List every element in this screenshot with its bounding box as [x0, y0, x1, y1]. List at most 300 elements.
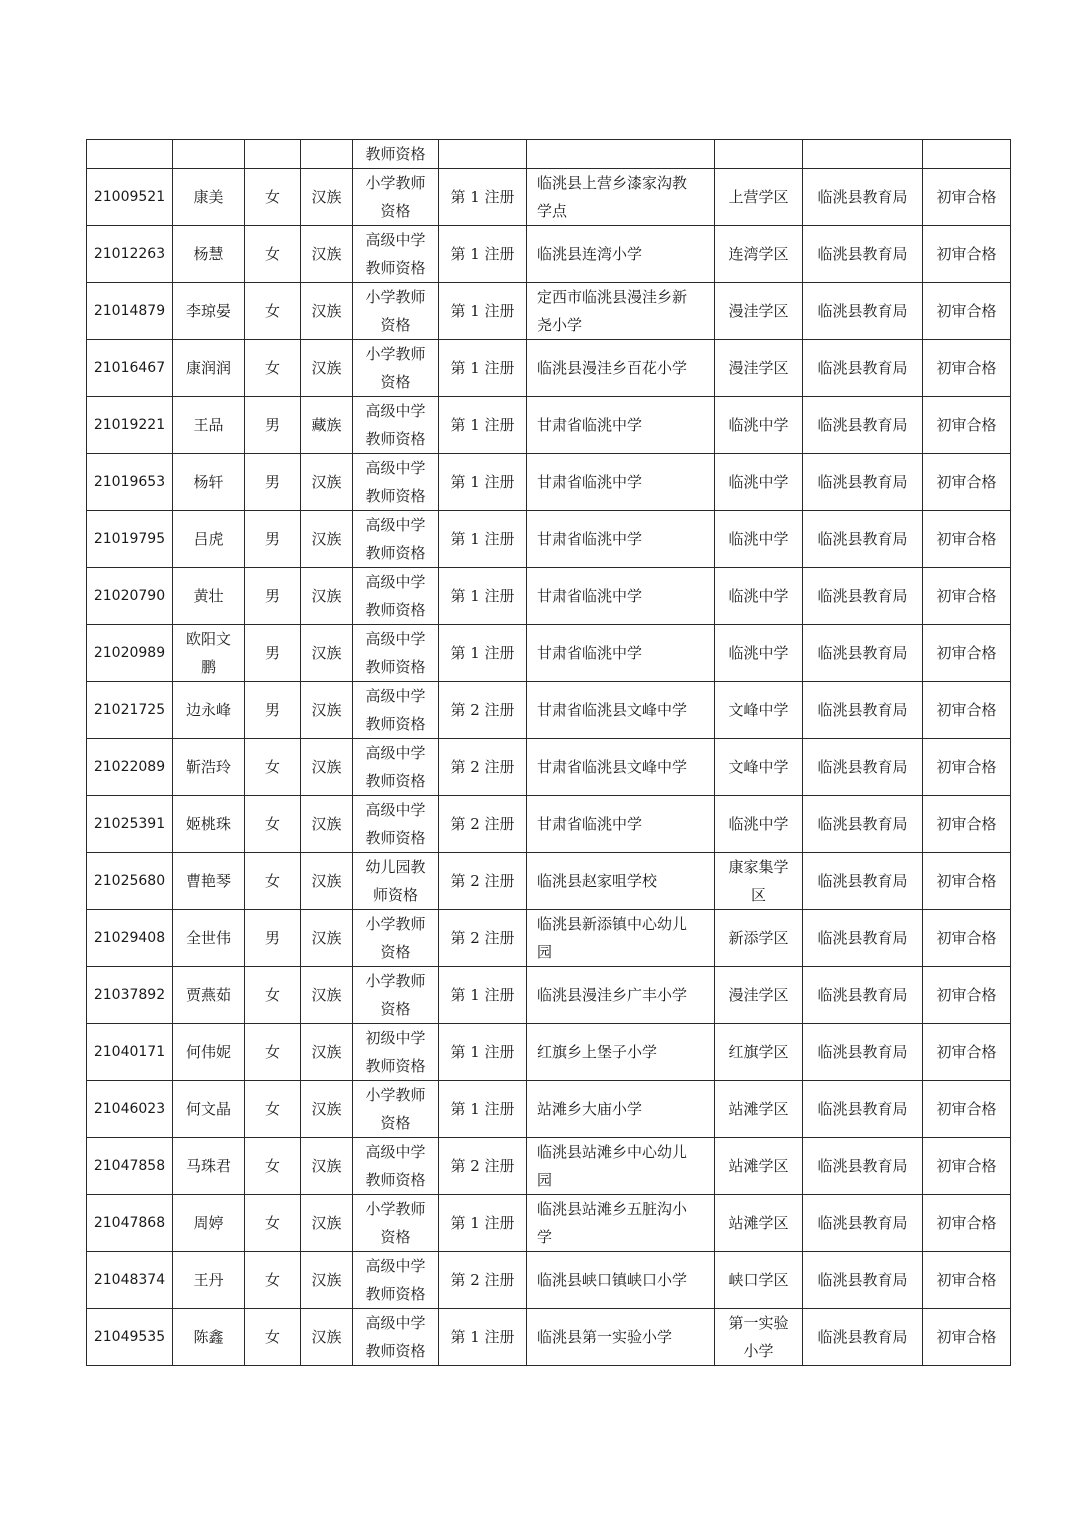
table-row — [87, 1252, 1011, 1309]
cell-cert-type-line: 小学教师 — [365, 915, 426, 933]
cell-id: 21012263 — [87, 226, 173, 283]
cell-district — [715, 397, 803, 454]
cell-id: 21016467 — [87, 340, 173, 397]
cell-name-line: 吕虎 — [193, 530, 224, 548]
cell-ethnicity: 汉族 — [301, 1024, 353, 1081]
table-row — [87, 1024, 1011, 1081]
cell-gender: 女 — [245, 967, 301, 1024]
cell-name-line: 曹艳琴 — [185, 872, 231, 890]
cell-registration: 第 2 注册 — [439, 739, 527, 796]
cell-school-line: 甘肃省临洮中学 — [537, 416, 643, 434]
cell-name — [173, 796, 245, 853]
cell-ethnicity: 汉族 — [301, 340, 353, 397]
cell-district — [715, 1252, 803, 1309]
cell-school — [527, 739, 715, 796]
cell-registration: 第 1 注册 — [439, 169, 527, 226]
cell-school — [527, 340, 715, 397]
cell-cert-type — [353, 796, 439, 853]
cell-result: 初审合格 — [923, 1195, 1011, 1252]
cell-school — [527, 910, 715, 967]
cell-district — [715, 625, 803, 682]
cell-gender: 女 — [245, 1252, 301, 1309]
cell-result: 初审合格 — [923, 568, 1011, 625]
cell-bureau: 临洮县教育局 — [803, 910, 923, 967]
cell-cert-type-line: 高级中学 — [365, 630, 426, 648]
cell-result: 初审合格 — [923, 682, 1011, 739]
cell-school-line: 临洮县漫洼乡百花小学 — [537, 359, 688, 377]
cell-empty — [527, 140, 715, 169]
cell-cert-type — [353, 1081, 439, 1138]
table-row — [87, 853, 1011, 910]
cell-district — [715, 739, 803, 796]
cell-name-line: 边永峰 — [185, 701, 231, 719]
cell-registration: 第 1 注册 — [439, 1024, 527, 1081]
cell-cert-type-line: 高级中学 — [365, 687, 426, 705]
cell-id: 21014879 — [87, 283, 173, 340]
cell-registration: 第 2 注册 — [439, 682, 527, 739]
cell-id: 21021725 — [87, 682, 173, 739]
cell-gender: 男 — [245, 682, 301, 739]
cell-id: 21049535 — [87, 1309, 173, 1366]
cell-result: 初审合格 — [923, 340, 1011, 397]
cell-cert-type-line: 高级中学 — [365, 402, 426, 420]
cell-gender: 男 — [245, 625, 301, 682]
cell-cert-type — [353, 625, 439, 682]
cell-school-line: 临洮县连湾小学 — [537, 245, 643, 263]
cell-name — [173, 739, 245, 796]
cell-cert-type-line: 高级中学 — [365, 231, 426, 249]
cell-gender: 女 — [245, 340, 301, 397]
cell-school — [527, 397, 715, 454]
cell-bureau: 临洮县教育局 — [803, 682, 923, 739]
cell-gender: 男 — [245, 454, 301, 511]
cell-district-line: 文峰中学 — [728, 758, 789, 776]
cell-cert-type-line: 小学教师 — [365, 972, 426, 990]
cell-school-line: 甘肃省临洮中学 — [537, 587, 643, 605]
cell-id: 21047858 — [87, 1138, 173, 1195]
cell-ethnicity: 汉族 — [301, 796, 353, 853]
cell-school — [527, 169, 715, 226]
cell-ethnicity: 汉族 — [301, 1309, 353, 1366]
cell-bureau: 临洮县教育局 — [803, 454, 923, 511]
cell-school-line: 甘肃省临洮中学 — [537, 473, 643, 491]
cell-result: 初审合格 — [923, 169, 1011, 226]
cell-district-line: 站滩学区 — [728, 1214, 789, 1232]
cell-name-line: 欧阳文 — [185, 630, 231, 648]
cell-cert-type-line: 教师资格 — [365, 1285, 426, 1303]
cell-cert-type-line: 教师资格 — [365, 259, 426, 277]
cell-school-line: 甘肃省临洮县文峰中学 — [537, 701, 688, 719]
table-row — [87, 511, 1011, 568]
cell-cert-type-line: 教师资格 — [365, 772, 426, 790]
cell-result: 初审合格 — [923, 1024, 1011, 1081]
cell-result: 初审合格 — [923, 454, 1011, 511]
cell-result: 初审合格 — [923, 1309, 1011, 1366]
cell-gender: 女 — [245, 739, 301, 796]
cell-school — [527, 625, 715, 682]
cell-cert-type-line: 高级中学 — [365, 516, 426, 534]
cell-bureau: 临洮县教育局 — [803, 625, 923, 682]
cell-school — [527, 1024, 715, 1081]
cell-cert-type-line: 教师资格 — [365, 829, 426, 847]
cell-cert-type-line: 小学教师 — [365, 174, 426, 192]
cell-registration: 第 1 注册 — [439, 283, 527, 340]
cell-gender: 女 — [245, 169, 301, 226]
cell-cert-type-line: 教师资格 — [365, 1057, 426, 1075]
cell-school — [527, 796, 715, 853]
cell-bureau: 临洮县教育局 — [803, 1081, 923, 1138]
cell-ethnicity: 汉族 — [301, 568, 353, 625]
table-row — [87, 340, 1011, 397]
table-row — [87, 796, 1011, 853]
cell-name-line: 康润润 — [185, 359, 231, 377]
cell-cert-type — [353, 397, 439, 454]
cell-bureau: 临洮县教育局 — [803, 340, 923, 397]
cell-cert-type-line: 高级中学 — [365, 1314, 426, 1332]
cell-result: 初审合格 — [923, 796, 1011, 853]
cell-cert-type-line: 高级中学 — [365, 1143, 426, 1161]
cell-result: 初审合格 — [923, 910, 1011, 967]
cell-ethnicity: 汉族 — [301, 682, 353, 739]
cell-cert-type — [353, 283, 439, 340]
cell-cert-type-line: 小学教师 — [365, 1086, 426, 1104]
cell-school — [527, 283, 715, 340]
cell-district-line: 区 — [750, 886, 766, 904]
cell-result: 初审合格 — [923, 283, 1011, 340]
cell-school — [527, 1081, 715, 1138]
cell-cert-type-line: 教师资格 — [365, 601, 426, 619]
cell-registration: 第 1 注册 — [439, 1309, 527, 1366]
cell-district-line: 漫洼学区 — [728, 302, 789, 320]
cell-cert-type-line: 高级中学 — [365, 1257, 426, 1275]
cell-district-line: 文峰中学 — [728, 701, 789, 719]
cell-district — [715, 1024, 803, 1081]
cell-district-line: 漫洼学区 — [728, 359, 789, 377]
cell-school-line: 甘肃省临洮县文峰中学 — [537, 758, 688, 776]
cell-school-line: 临洮县新添镇中心幼儿 — [537, 915, 688, 933]
cell-bureau: 临洮县教育局 — [803, 1138, 923, 1195]
registration-table — [86, 139, 1011, 1366]
cell-school — [527, 1195, 715, 1252]
cell-district-line: 第一实验 — [728, 1314, 789, 1332]
cell-gender: 女 — [245, 796, 301, 853]
cell-ethnicity: 汉族 — [301, 1138, 353, 1195]
cell-gender: 男 — [245, 511, 301, 568]
cell-cert-type-line: 高级中学 — [365, 801, 426, 819]
cell-district — [715, 511, 803, 568]
cell-gender: 男 — [245, 568, 301, 625]
cell-cert-type-line: 教师资格 — [365, 544, 426, 562]
cell-school-line: 站滩乡大庙小学 — [537, 1100, 643, 1118]
cell-ethnicity: 藏族 — [301, 397, 353, 454]
cell-school — [527, 1252, 715, 1309]
cell-cert-type-line: 初级中学 — [365, 1029, 426, 1047]
cell-ethnicity: 汉族 — [301, 625, 353, 682]
cell-cert-type — [353, 226, 439, 283]
cell-cert-type-line: 教师资格 — [365, 430, 426, 448]
cell-gender: 女 — [245, 853, 301, 910]
cell-name — [173, 853, 245, 910]
cell-school-line: 红旗乡上堡子小学 — [537, 1043, 658, 1061]
table-row — [87, 910, 1011, 967]
table-row — [87, 226, 1011, 283]
cell-district — [715, 1081, 803, 1138]
cell-school-line: 临洮县赵家咀学校 — [537, 872, 658, 890]
cell-name-line: 马珠君 — [185, 1157, 231, 1175]
cell-cert-type — [353, 967, 439, 1024]
cell-id: 21037892 — [87, 967, 173, 1024]
cell-district-line: 临洮中学 — [728, 587, 789, 605]
cell-ethnicity: 汉族 — [301, 169, 353, 226]
cell-district — [715, 682, 803, 739]
cell-district-line: 临洮中学 — [728, 416, 789, 434]
cell-empty — [439, 140, 527, 169]
cell-name — [173, 967, 245, 1024]
cell-id: 21046023 — [87, 1081, 173, 1138]
cell-cert-type-line: 教师资格 — [365, 658, 426, 676]
cell-name — [173, 1081, 245, 1138]
cell-registration: 第 1 注册 — [439, 511, 527, 568]
cell-registration: 第 1 注册 — [439, 625, 527, 682]
cell-name-line: 李琼晏 — [185, 302, 231, 320]
cell-id: 21019653 — [87, 454, 173, 511]
cell-result: 初审合格 — [923, 1138, 1011, 1195]
cell-cert-type-line: 资格 — [380, 943, 411, 961]
cell-ethnicity: 汉族 — [301, 739, 353, 796]
cell-name-line: 鹏 — [200, 658, 216, 676]
cell-cert-type — [353, 1024, 439, 1081]
cell-ethnicity: 汉族 — [301, 511, 353, 568]
cell-name-line: 杨慧 — [193, 245, 224, 263]
cell-gender: 男 — [245, 910, 301, 967]
cell-registration: 第 2 注册 — [439, 853, 527, 910]
cell-gender: 女 — [245, 1024, 301, 1081]
cell-school-line: 临洮县上营乡漆家沟教 — [537, 174, 688, 192]
cell-cert-type — [353, 1252, 439, 1309]
table-row — [87, 739, 1011, 796]
cell-school-line: 尧小学 — [537, 316, 583, 334]
cell-school — [527, 967, 715, 1024]
cell-result: 初审合格 — [923, 739, 1011, 796]
cell-district — [715, 1309, 803, 1366]
cell-bureau: 临洮县教育局 — [803, 853, 923, 910]
table-row — [87, 1195, 1011, 1252]
table-row — [87, 967, 1011, 1024]
cell-district-line: 康家集学 — [728, 858, 789, 876]
cell-bureau: 临洮县教育局 — [803, 1252, 923, 1309]
cell-empty — [301, 140, 353, 169]
cell-result: 初审合格 — [923, 511, 1011, 568]
cell-district-line: 红旗学区 — [728, 1043, 789, 1061]
cell-name — [173, 454, 245, 511]
cell-bureau: 临洮县教育局 — [803, 1309, 923, 1366]
cell-cert-type-line: 教师资格 — [365, 715, 426, 733]
cell-name-line: 靳浩玲 — [185, 758, 231, 776]
cell-school — [527, 226, 715, 283]
cell-name — [173, 682, 245, 739]
cell-cert-continued: 教师资格 — [353, 140, 439, 169]
cell-name-line: 黄壮 — [193, 587, 224, 605]
cell-district — [715, 454, 803, 511]
cell-gender: 女 — [245, 226, 301, 283]
cell-district — [715, 910, 803, 967]
cell-district — [715, 283, 803, 340]
cell-ethnicity: 汉族 — [301, 226, 353, 283]
cell-ethnicity: 汉族 — [301, 910, 353, 967]
cell-district-line: 连湾学区 — [728, 245, 789, 263]
cell-name — [173, 283, 245, 340]
cell-id: 21022089 — [87, 739, 173, 796]
cell-name-line: 何伟妮 — [185, 1043, 231, 1061]
cell-empty — [923, 140, 1011, 169]
table-row — [87, 1309, 1011, 1366]
table-row — [87, 283, 1011, 340]
cell-name — [173, 910, 245, 967]
cell-id: 21029408 — [87, 910, 173, 967]
cell-district — [715, 796, 803, 853]
cell-district — [715, 340, 803, 397]
cell-name-line: 陈鑫 — [193, 1328, 224, 1346]
cell-bureau: 临洮县教育局 — [803, 739, 923, 796]
cell-name-line: 贾燕茹 — [185, 986, 231, 1004]
cell-ethnicity: 汉族 — [301, 1195, 353, 1252]
cell-id: 21019221 — [87, 397, 173, 454]
cell-id: 21025680 — [87, 853, 173, 910]
cell-school-line: 临洮县站滩乡五脏沟小 — [537, 1200, 688, 1218]
cell-bureau: 临洮县教育局 — [803, 226, 923, 283]
cell-gender: 女 — [245, 1309, 301, 1366]
cell-school-line: 临洮县漫洼乡广丰小学 — [537, 986, 688, 1004]
cell-school-line: 定西市临洮县漫洼乡新 — [537, 288, 688, 306]
cell-cert-type — [353, 910, 439, 967]
cell-registration: 第 1 注册 — [439, 1195, 527, 1252]
cell-cert-type-line: 资格 — [380, 1000, 411, 1018]
cell-name-line: 全世伟 — [185, 929, 231, 947]
cell-registration: 第 1 注册 — [439, 226, 527, 283]
cell-cert-type — [353, 1138, 439, 1195]
cell-registration: 第 2 注册 — [439, 796, 527, 853]
cell-district-line: 站滩学区 — [728, 1157, 789, 1175]
cell-district-line: 临洮中学 — [728, 644, 789, 662]
table-row — [87, 169, 1011, 226]
cell-district — [715, 853, 803, 910]
cell-bureau: 临洮县教育局 — [803, 511, 923, 568]
cell-district — [715, 226, 803, 283]
cell-bureau: 临洮县教育局 — [803, 796, 923, 853]
cell-gender: 女 — [245, 1195, 301, 1252]
cell-name — [173, 625, 245, 682]
cell-result: 初审合格 — [923, 397, 1011, 454]
cell-cert-type — [353, 682, 439, 739]
cell-cert-type-line: 小学教师 — [365, 288, 426, 306]
table-row — [87, 682, 1011, 739]
cell-district-line: 峡口学区 — [728, 1271, 789, 1289]
cell-name — [173, 1138, 245, 1195]
cell-cert-type-line: 资格 — [380, 316, 411, 334]
cell-bureau: 临洮县教育局 — [803, 1195, 923, 1252]
cell-cert-type — [353, 568, 439, 625]
cell-cert-type-line: 高级中学 — [365, 459, 426, 477]
cell-name — [173, 226, 245, 283]
cell-school-line: 学点 — [537, 202, 568, 220]
cell-school — [527, 1138, 715, 1195]
cell-school — [527, 1309, 715, 1366]
cell-empty — [803, 140, 923, 169]
cell-cert-type-line: 幼儿园教 — [365, 858, 426, 876]
cell-cert-type-line: 小学教师 — [365, 345, 426, 363]
cell-id: 21019795 — [87, 511, 173, 568]
table-row — [87, 397, 1011, 454]
cell-id: 21047868 — [87, 1195, 173, 1252]
cell-cert-type-line: 教师资格 — [365, 487, 426, 505]
table-row-continued — [87, 140, 1011, 169]
cell-district-line: 临洮中学 — [728, 530, 789, 548]
table-row — [87, 568, 1011, 625]
cell-district — [715, 1195, 803, 1252]
cell-registration: 第 1 注册 — [439, 340, 527, 397]
cell-registration: 第 1 注册 — [439, 568, 527, 625]
cell-name — [173, 340, 245, 397]
cell-result: 初审合格 — [923, 226, 1011, 283]
cell-name-line: 周婷 — [193, 1214, 224, 1232]
cell-cert-type — [353, 739, 439, 796]
cell-id: 21040171 — [87, 1024, 173, 1081]
cell-ethnicity: 汉族 — [301, 853, 353, 910]
cell-cert-type — [353, 1195, 439, 1252]
cell-id: 21020989 — [87, 625, 173, 682]
cell-result: 初审合格 — [923, 625, 1011, 682]
cell-name — [173, 397, 245, 454]
cell-ethnicity: 汉族 — [301, 454, 353, 511]
cell-district — [715, 568, 803, 625]
cell-district-line: 漫洼学区 — [728, 986, 789, 1004]
cell-bureau: 临洮县教育局 — [803, 967, 923, 1024]
cell-cert-type-line: 资格 — [380, 1228, 411, 1246]
cell-name-line: 王品 — [193, 416, 224, 434]
cell-cert-type-line: 师资格 — [372, 886, 418, 904]
cell-school-line: 临洮县站滩乡中心幼儿 — [537, 1143, 688, 1161]
cell-ethnicity: 汉族 — [301, 967, 353, 1024]
cell-gender: 男 — [245, 397, 301, 454]
cell-cert-type-line: 资格 — [380, 1114, 411, 1132]
cell-district-line: 新添学区 — [728, 929, 789, 947]
cell-empty — [87, 140, 173, 169]
cell-district — [715, 169, 803, 226]
cell-school-line: 甘肃省临洮中学 — [537, 530, 643, 548]
cell-name — [173, 511, 245, 568]
cell-school-line: 学 — [537, 1228, 553, 1246]
cell-cert-type-line: 资格 — [380, 202, 411, 220]
cell-cert-type-line: 小学教师 — [365, 1200, 426, 1218]
cell-school — [527, 568, 715, 625]
cell-cert-type — [353, 511, 439, 568]
cell-name — [173, 1024, 245, 1081]
cell-cert-type — [353, 340, 439, 397]
cell-school-line: 甘肃省临洮中学 — [537, 815, 643, 833]
cell-school-line: 临洮县峡口镇峡口小学 — [537, 1271, 688, 1289]
cell-district — [715, 967, 803, 1024]
cell-district-line: 站滩学区 — [728, 1100, 789, 1118]
cell-district — [715, 1138, 803, 1195]
cell-school-line: 甘肃省临洮中学 — [537, 644, 643, 662]
cell-ethnicity: 汉族 — [301, 283, 353, 340]
cell-name — [173, 169, 245, 226]
cell-cert-type-line: 教师资格 — [365, 1171, 426, 1189]
cell-name-line: 王丹 — [193, 1271, 224, 1289]
cell-result: 初审合格 — [923, 853, 1011, 910]
cell-registration: 第 1 注册 — [439, 454, 527, 511]
cell-school — [527, 853, 715, 910]
